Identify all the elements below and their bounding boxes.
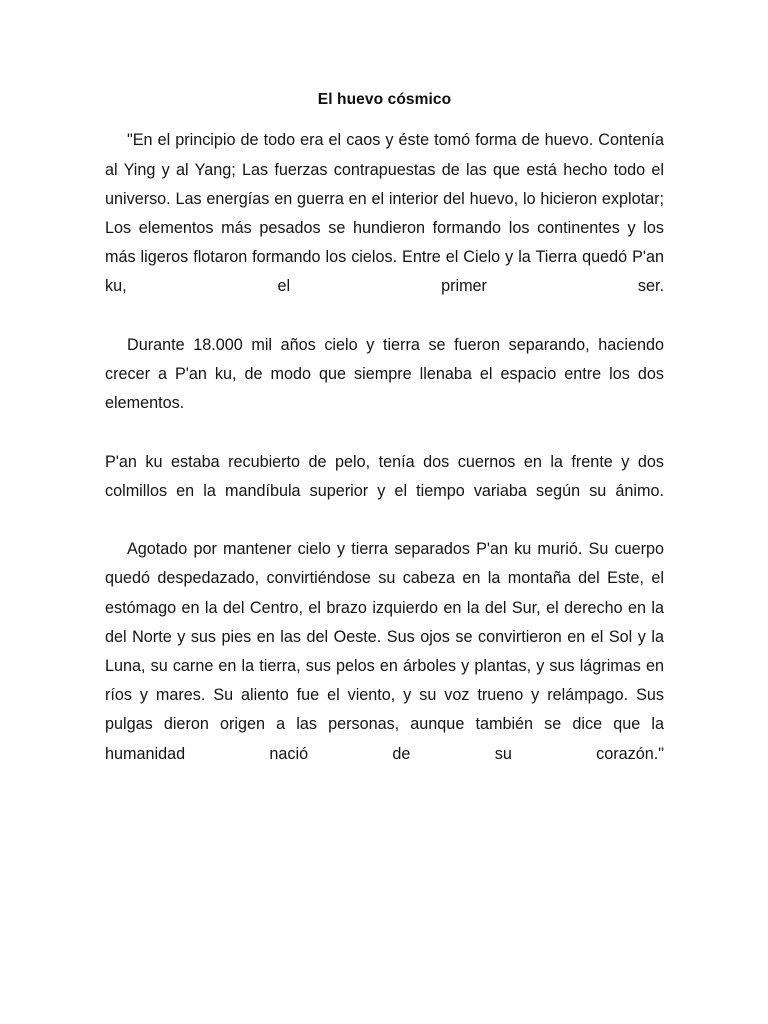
document-text-block (105, 90, 664, 798)
paragraph-2: Durante 18.000 mil años cielo y tierra se fueron separando, haciendo crecer a P'an ku, de modo que siempre llenaba el espacio entre los dos elementos. (105, 335, 664, 413)
page-title: El huevo cósmico (317, 91, 452, 108)
paragraph-3: P'an ku estaba recubierto de pelo, tenía dos cuernos en la frente y dos colmillos en la mandíbula superior y el tiempo variaba según su ánimo. (105, 452, 664, 500)
paragraph-4: Agotado por mantener cielo y tierra separados P'an ku murió. Su cuerpo quedó despedazado, convirtiéndose su cabeza en la montaña del Este, el estómago en la del Centro, el brazo izquierdo en la del Sur, el derecho en la del Norte y sus pies en las del Oeste. Sus ojos se convirtieron en el Sol y la Luna, su carne en la tierra, sus pelos en árboles y plantas, y sus lágrimas en ríos y mares. Su aliento fue el viento, y su voz trueno y relámpago. Sus pulgas dieron origen a las personas, aunque también se dice que la humanidad nació de su corazón." (105, 540, 664, 763)
paragraph-1: "En el principio de todo era el caos y éste tomó forma de huevo. Contenía al Ying y al Yang; Las fuerzas contrapuestas de las que está hecho todo el universo. Las energías en guerra en el interior del huevo, lo hicieron explotar; Los elementos más pesados se hundieron formando los continentes y los más ligeros flotaron formando los cielos. Entre el Cielo y la Tierra quedó P'an ku, el primer ser. (105, 131, 664, 296)
